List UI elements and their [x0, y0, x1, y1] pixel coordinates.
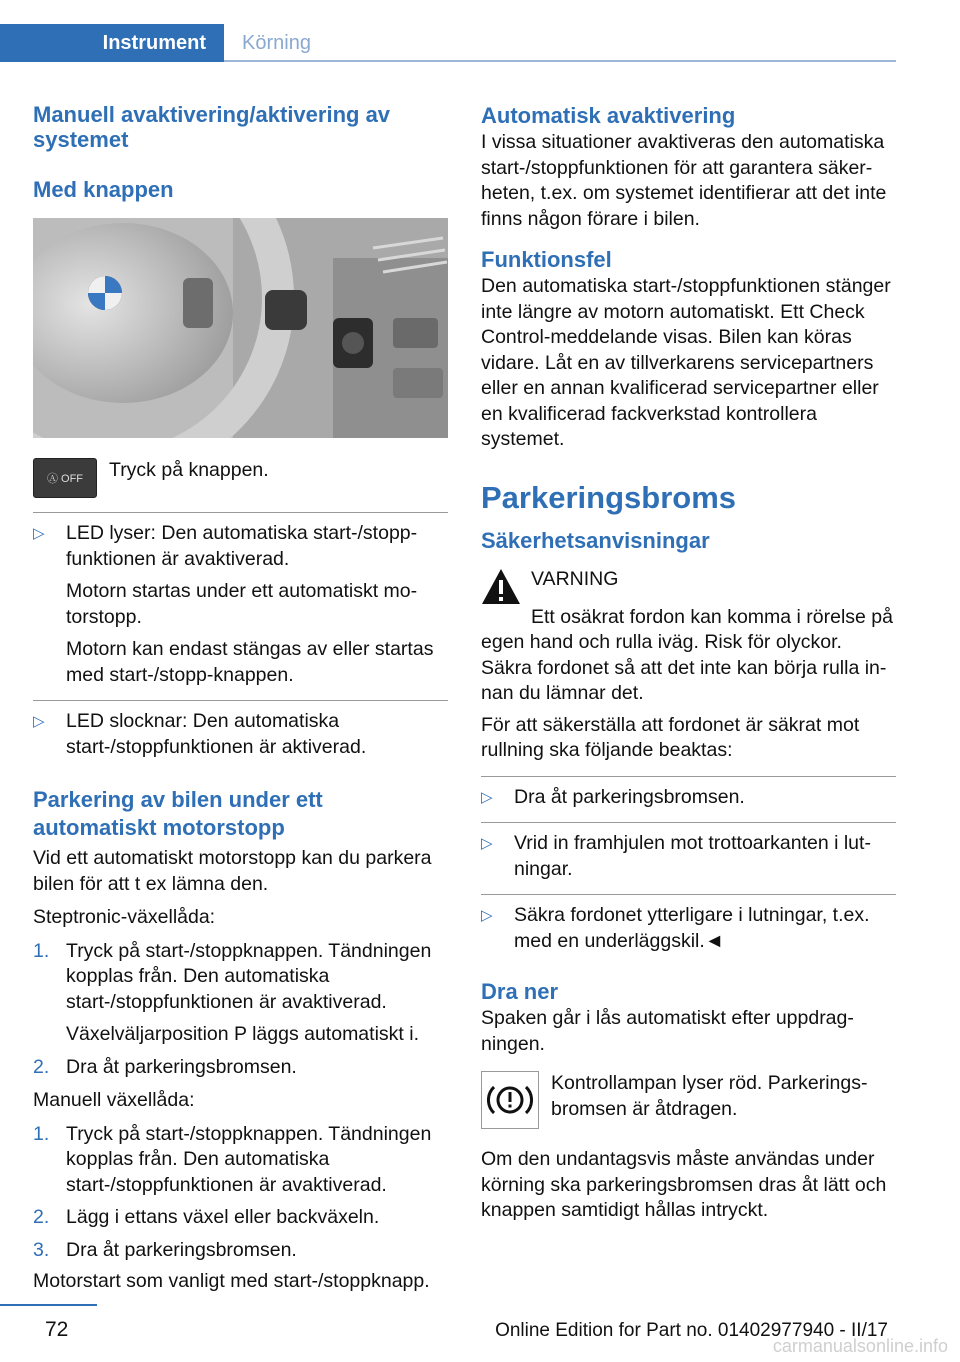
triangle-bullet-icon: ▷	[481, 788, 493, 806]
step-text: Tryck på start-/stoppknappen. Tändningen kopplas från. Den automatiska start-/stoppfunktionen är avaktiverad.	[66, 1122, 432, 1196]
parking-brake-lamp-icon	[481, 1071, 539, 1129]
led-on-text: LED lyser: Den automatiska start-/stoppfunktionen är avaktiverad.	[66, 522, 418, 570]
list-divider	[33, 512, 448, 513]
footer-divider	[0, 1304, 97, 1306]
pull-text: Spaken går i lås automatiskt efter uppdragningen.	[481, 1007, 854, 1055]
ensure-item-text: Dra åt parkeringsbromsen.	[514, 785, 745, 808]
step-extra: Växelväljarposition P läggs automatiskt i.	[66, 1023, 419, 1045]
page-header	[0, 0, 960, 62]
triangle-bullet-icon: ▷	[33, 525, 45, 542]
list-item	[33, 1205, 448, 1231]
malfunction-text: Den automatiska start-/stoppfunktionen stänger inte längre av motorn automatiskt. Ett Check Control-meddelande visas. Bilen kan köras vidare. Låt en av tillverkarens servicepartners eller en annan kvalificerad servicepartner eller en kvalificerad fackverkstad kontrollera systemet.	[481, 275, 891, 450]
step-text: Dra åt parkeringsbromsen.	[66, 1238, 297, 1261]
tab-korning[interactable]: Körning	[242, 31, 311, 54]
list-item	[33, 1055, 448, 1081]
step-number: 3.	[33, 1238, 50, 1261]
triangle-bullet-icon: ▷	[481, 835, 493, 852]
auto-deactivation-heading: Automatisk avaktivering	[481, 103, 736, 128]
led-on-restart-text: Motorn startas under ett automatiskt motorstopp.	[66, 580, 418, 628]
ensure-item-text: Vrid in framhjulen mot trottoarkanten i lutningar.	[514, 832, 871, 880]
ensure-text: För att säkerställa att fordonet är säkrat mot rullning ska följande beaktas:	[481, 713, 860, 761]
closing-text: Motorstart som vanligt med start-/stoppknapp.	[33, 1270, 430, 1292]
left-column	[33, 102, 448, 1295]
emergency-text: Om den undantagsvis måste användas under körning ska parkeringsbromsen dras åt lätt och knappen samtidigt hållas intryckt.	[481, 1148, 887, 1221]
header-divider	[224, 60, 896, 62]
parking-heading: Parkering av bilen under ett automatiskt motorstopp	[33, 787, 323, 840]
led-off-text: LED slocknar: Den automatiska start-/stoppfunktionen är aktiverad.	[66, 710, 367, 758]
step-text: Tryck på start-/stoppknappen. Tändningen kopplas från. Den automatiska start-/stoppfunktionen är avaktiverad.	[66, 939, 432, 1013]
warning-label: VARNING	[531, 567, 619, 590]
tab-instrument[interactable]: Instrument	[0, 24, 224, 62]
list-item	[33, 1122, 448, 1199]
with-button-heading: Med knappen	[33, 177, 174, 202]
warning-triangle-icon	[481, 567, 521, 607]
safety-heading: Säkerhetsanvisningar	[481, 527, 710, 553]
list-divider	[481, 822, 896, 823]
parking-intro: Vid ett automatiskt motorstopp kan du parkera bilen för att t ex lämna den.	[33, 847, 432, 895]
watermark-text: carmanualsonline.info	[772, 1336, 948, 1356]
list-item	[33, 939, 448, 1048]
step-text: Lägg i ettans växel eller backväxeln.	[66, 1206, 380, 1228]
edition-text: Online Edition for Part no. 01402977940 - II/17	[495, 1320, 888, 1341]
pull-heading: Dra ner	[481, 979, 559, 1004]
manual-label: Manuell växellåda:	[33, 1089, 195, 1111]
steering-wheel-photo	[33, 218, 448, 438]
list-divider	[481, 776, 896, 777]
step-number: 1.	[33, 939, 50, 962]
manual-deactivation-heading: Manuell avaktivering/aktivering av systemet	[33, 102, 391, 152]
button-caption: Tryck på knappen.	[109, 459, 269, 481]
step-number: 2.	[33, 1055, 50, 1078]
step-number: 2.	[33, 1206, 50, 1228]
auto-deactivation-text: I vissa situationer avaktiveras den automatiska start-/stoppfunktionen för att garantera säkerheten, t.ex. om systemet identifierar att det inte finns någon förare i bilen.	[481, 131, 887, 230]
lamp-text: Kontrollampan lyser röd. Parkeringsbromsen är åtdragen.	[551, 1072, 868, 1120]
led-on-manual-text: Motorn kan endast stängas av eller startas med start-/stopp-knappen.	[66, 638, 434, 686]
malfunction-heading: Funktionsfel	[481, 247, 612, 272]
list-item	[481, 831, 896, 882]
steptronic-label: Steptronic-växellåda:	[33, 906, 216, 928]
parking-brake-title: Parkeringsbroms	[481, 479, 736, 515]
list-item	[481, 903, 896, 954]
list-item	[33, 521, 448, 688]
list-item	[481, 785, 896, 811]
page-number: 72	[45, 1318, 69, 1341]
list-item	[33, 1238, 448, 1264]
list-divider	[481, 894, 896, 895]
list-divider	[33, 700, 448, 701]
right-column	[481, 102, 896, 1224]
auto-start-stop-off-icon: Ⓐ OFF	[33, 458, 97, 498]
warning-text: Ett osäkrat fordon kan komma i rörelse på egen hand och rulla iväg. Risk för olyckor. Säkra fordonet så att det inte kan börja rulla innan du lämnar det.	[481, 605, 893, 704]
triangle-bullet-icon: ▷	[33, 713, 45, 730]
ensure-item-text: Säkra fordonet ytterligare i lutningar, t.ex. med en underläggskil.◄	[514, 904, 870, 952]
triangle-bullet-icon: ▷	[481, 907, 493, 924]
list-item	[33, 709, 448, 760]
step-number: 1.	[33, 1122, 50, 1145]
step-text: Dra åt parkeringsbromsen.	[66, 1055, 297, 1078]
